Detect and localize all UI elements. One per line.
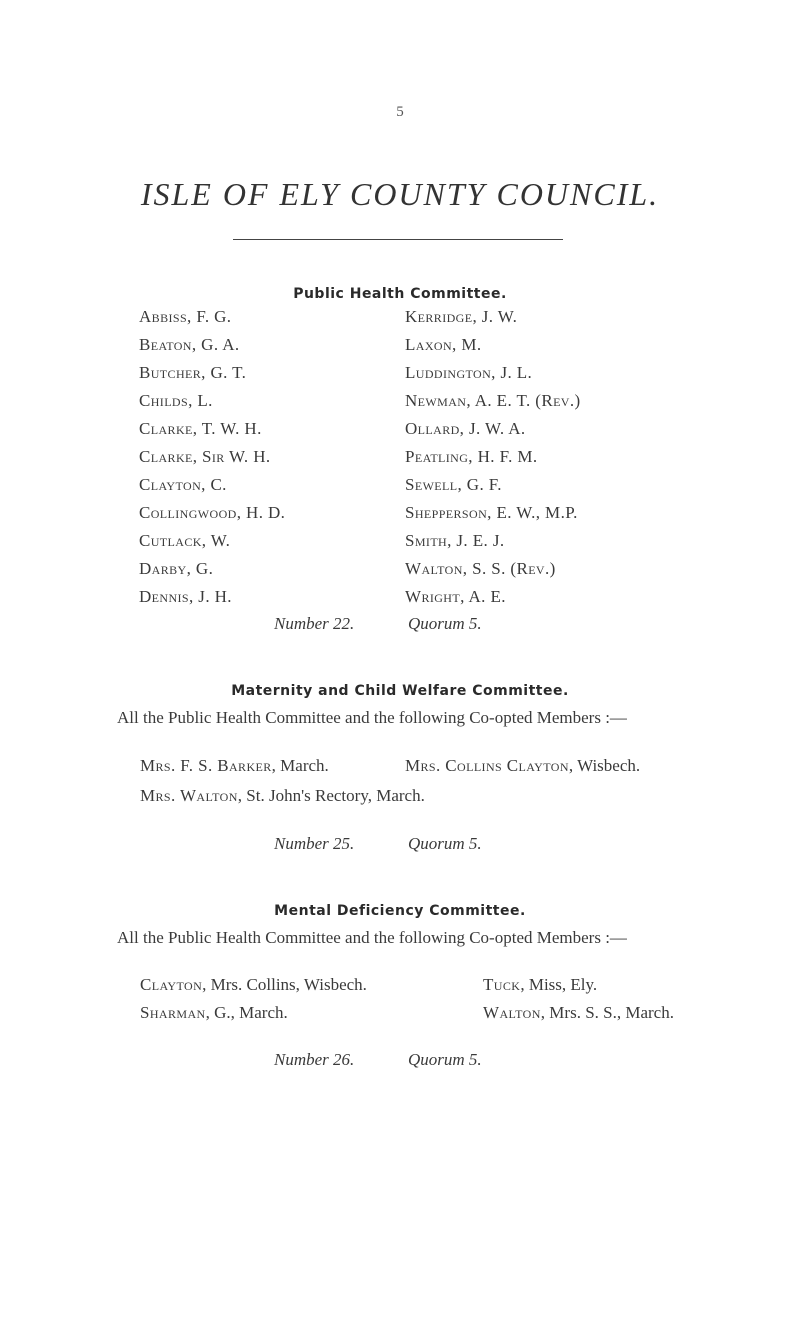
member-name: Ollard, J. W. A. bbox=[405, 419, 526, 438]
member-name: Shepperson, E. W., M.P. bbox=[405, 503, 578, 522]
public-health-heading: Public Health Committee. bbox=[293, 286, 507, 302]
member-name: Sewell, G. F. bbox=[405, 475, 502, 494]
member-name: Clarke, Sir W. H. bbox=[139, 447, 271, 466]
mental-number: Number 26. bbox=[274, 1050, 355, 1069]
member-detail: , G., March. bbox=[205, 1003, 288, 1022]
maternity-heading: Maternity and Child Welfare Committee. bbox=[231, 683, 569, 699]
member-name: Tuck bbox=[483, 975, 521, 994]
member-name: Wright, A. E. bbox=[405, 587, 506, 606]
member-name: Butcher, G. T. bbox=[139, 363, 247, 382]
member-name: Cutlack, W. bbox=[139, 531, 231, 550]
mental-member bbox=[483, 975, 597, 995]
member-name: Beaton, G. A. bbox=[139, 335, 240, 354]
member-name: Peatling, H. F. M. bbox=[405, 447, 538, 466]
member-name: Clayton bbox=[140, 975, 203, 994]
public-health-right-list bbox=[405, 303, 581, 611]
member-name: Laxon, M. bbox=[405, 335, 482, 354]
member-name: Darby, G. bbox=[139, 559, 214, 578]
member-name: Walton, S. S. (Rev.) bbox=[405, 559, 556, 578]
member-detail: , Mrs. S. S., March. bbox=[540, 1003, 674, 1022]
maternity-number: Number 25. bbox=[274, 834, 355, 853]
maternity-intro: All the Public Health Committee and the following Co-opted Members :— bbox=[117, 708, 627, 727]
member-name: Clarke, T. W. H. bbox=[139, 419, 262, 438]
member-name: Luddington, J. L. bbox=[405, 363, 533, 382]
mental-member bbox=[140, 975, 367, 995]
member-detail: , Mrs. Collins, Wisbech. bbox=[202, 975, 367, 994]
maternity-member bbox=[405, 756, 640, 776]
maternity-quorum: Quorum 5. bbox=[408, 834, 482, 853]
mental-member bbox=[483, 1003, 674, 1023]
maternity-member bbox=[140, 756, 329, 776]
member-name: Abbiss, F. G. bbox=[139, 307, 232, 326]
public-health-quorum: Quorum 5. bbox=[408, 614, 482, 633]
member-name: Childs, L. bbox=[139, 391, 213, 410]
member-name: Clayton, C. bbox=[139, 475, 227, 494]
member-name: Smith, J. E. J. bbox=[405, 531, 505, 550]
member-detail: , Miss, Ely. bbox=[520, 975, 598, 994]
member-place: , Wisbech. bbox=[568, 756, 641, 775]
mental-heading: Mental Deficiency Committee. bbox=[274, 903, 526, 919]
title-divider bbox=[233, 239, 563, 240]
public-health-number: Number 22. bbox=[274, 614, 355, 633]
member-name: Sharman bbox=[140, 1003, 206, 1022]
member-place: , March. bbox=[271, 756, 329, 775]
member-name: Collingwood, H. D. bbox=[139, 503, 286, 522]
member-name: Kerridge, J. W. bbox=[405, 307, 518, 326]
mental-member bbox=[140, 1003, 288, 1023]
page-title: ISLE OF ELY COUNTY COUNCIL. bbox=[140, 176, 660, 212]
member-name: Newman, A. E. T. (Rev.) bbox=[405, 391, 581, 410]
mental-intro: All the Public Health Committee and the following Co-opted Members :— bbox=[117, 928, 627, 947]
member-name: Mrs. Walton bbox=[140, 786, 238, 805]
mental-quorum: Quorum 5. bbox=[408, 1050, 482, 1069]
member-place: , St. John's Rectory, March. bbox=[237, 786, 425, 805]
public-health-left-list bbox=[139, 303, 285, 611]
member-name: Mrs. F. S. Barker bbox=[140, 756, 272, 775]
page-number: 5 bbox=[396, 104, 404, 120]
maternity-member bbox=[140, 786, 425, 806]
member-name: Walton bbox=[483, 1003, 541, 1022]
member-name: Dennis, J. H. bbox=[139, 587, 232, 606]
member-name: Mrs. Collins Clayton bbox=[405, 756, 569, 775]
